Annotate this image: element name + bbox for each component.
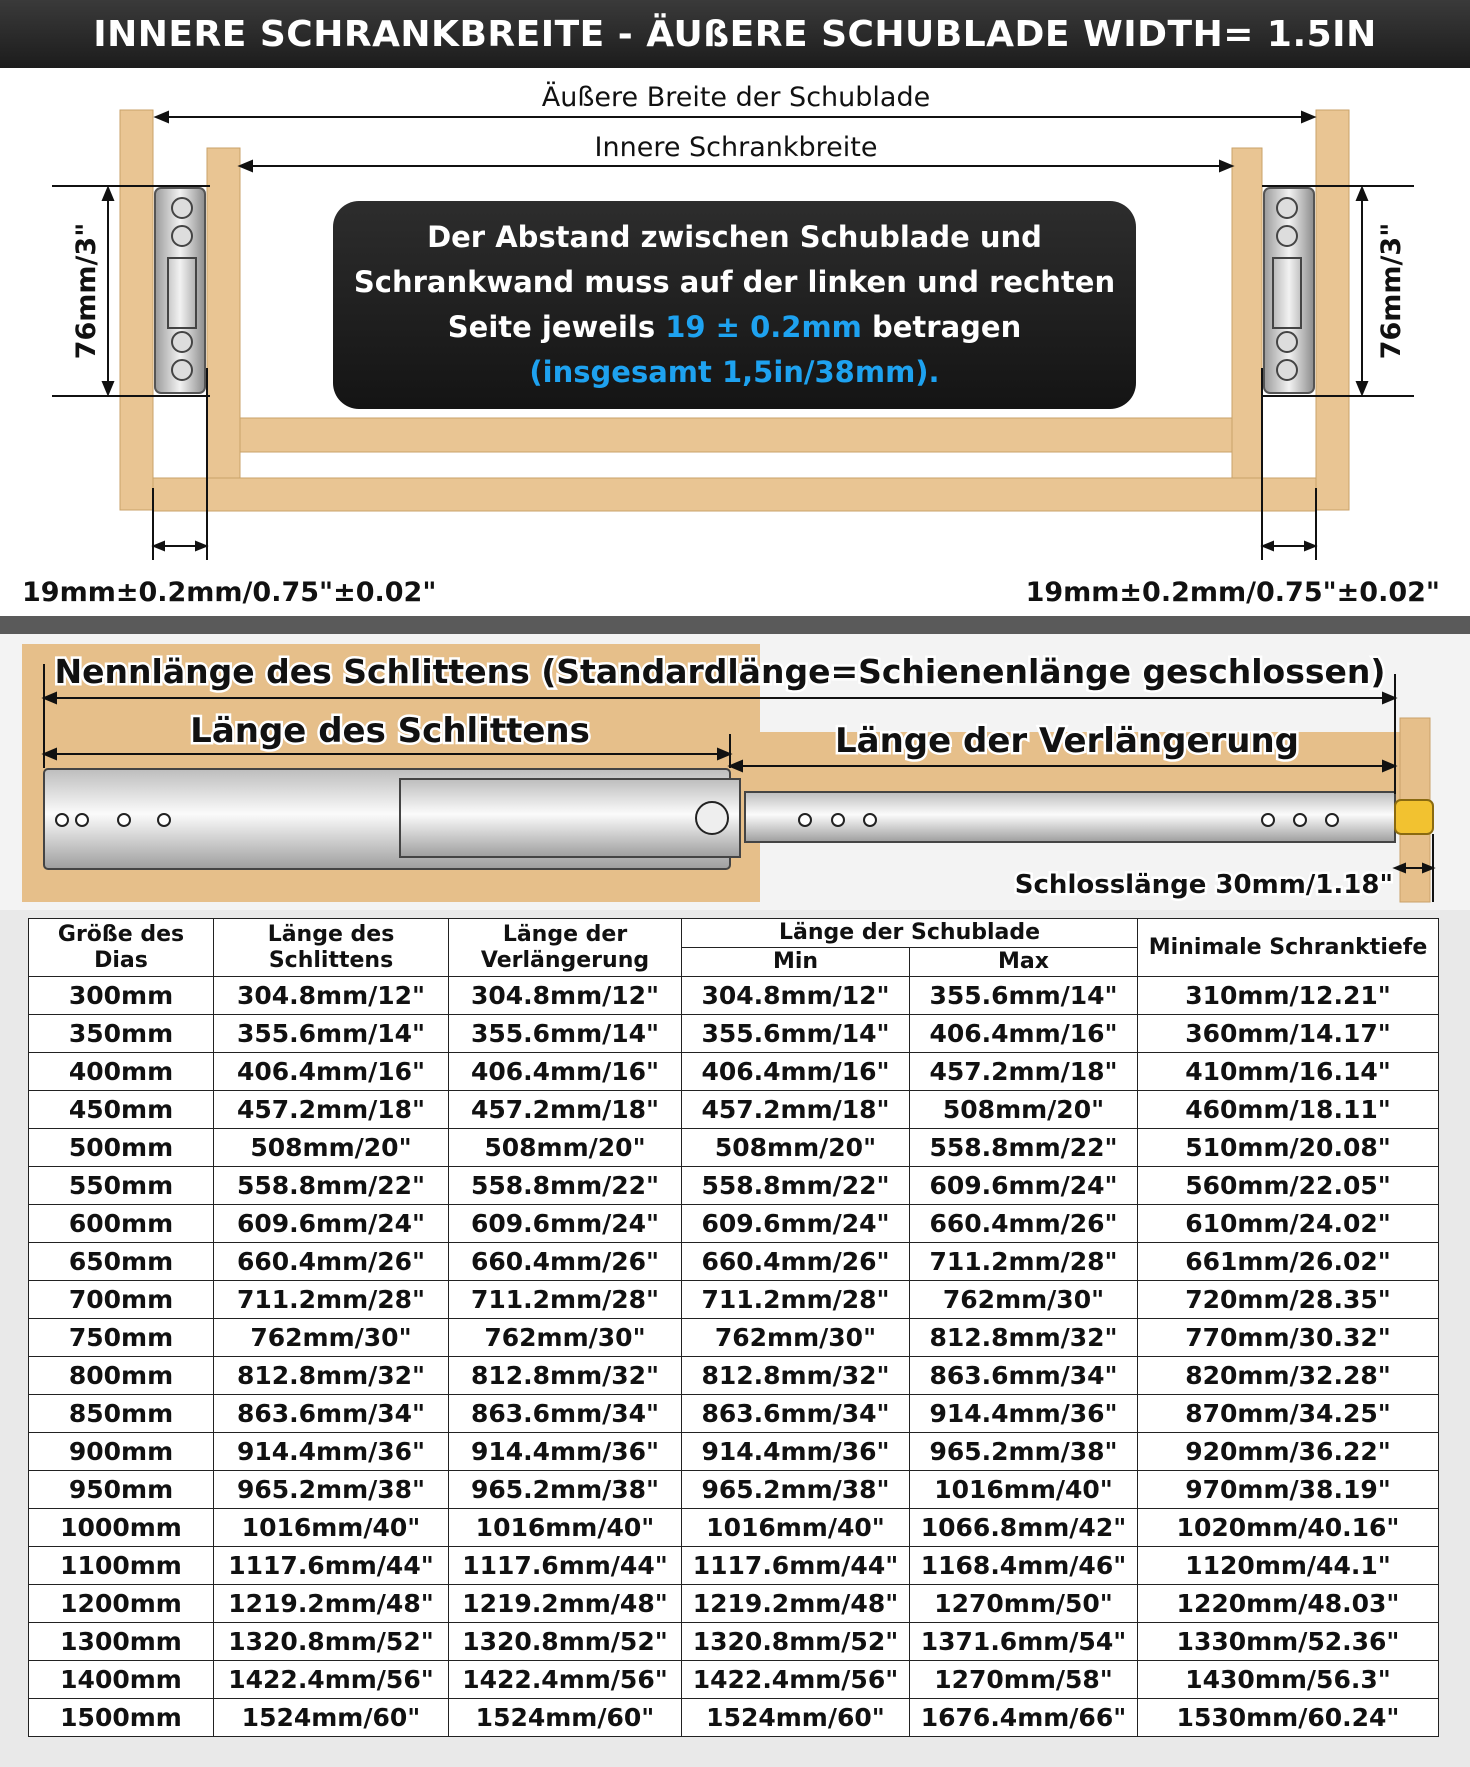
cell-drawer-min: 965.2mm/38": [682, 1471, 910, 1509]
cell-min-depth: 970mm/38.19": [1138, 1471, 1439, 1509]
lock-element: [1395, 800, 1433, 834]
cell-drawer-max: 1676.4mm/66": [910, 1699, 1138, 1737]
outer-width-label: Äußere Breite der Schublade: [541, 82, 931, 113]
cell-min-depth: 1530mm/60.24": [1138, 1699, 1439, 1737]
cell-size: 950mm: [29, 1471, 214, 1509]
info-line-2: Schrankwand muss auf der linken und rechten: [353, 265, 1116, 299]
cell-drawer-max: 1371.6mm/54": [910, 1623, 1138, 1661]
cell-extension: 558.8mm/22": [449, 1167, 682, 1205]
cell-extension: 355.6mm/14": [449, 1015, 682, 1053]
cell-drawer-max: 1016mm/40": [910, 1471, 1138, 1509]
cell-size: 850mm: [29, 1395, 214, 1433]
cell-size: 1200mm: [29, 1585, 214, 1623]
cell-drawer-max: 1168.4mm/46": [910, 1547, 1138, 1585]
cell-drawer-max: 355.6mm/14": [910, 977, 1138, 1015]
table-header-row: [29, 919, 1439, 948]
table-row: [29, 1319, 1439, 1357]
table-row: [29, 1433, 1439, 1471]
cell-slide-length: 762mm/30": [214, 1319, 449, 1357]
table-body: [29, 977, 1439, 1737]
rail-right: [1264, 188, 1314, 393]
cell-drawer-min: 914.4mm/36": [682, 1433, 910, 1471]
table-row: [29, 1699, 1439, 1737]
cell-slide-length: 1016mm/40": [214, 1509, 449, 1547]
cell-min-depth: 1120mm/44.1": [1138, 1547, 1439, 1585]
cell-drawer-max: 609.6mm/24": [910, 1167, 1138, 1205]
cell-size: 450mm: [29, 1091, 214, 1129]
cell-extension: 609.6mm/24": [449, 1205, 682, 1243]
cell-extension: 863.6mm/34": [449, 1395, 682, 1433]
cell-drawer-max: 660.4mm/26": [910, 1205, 1138, 1243]
cell-drawer-min: 812.8mm/32": [682, 1357, 910, 1395]
page-title: [0, 0, 1470, 68]
cell-drawer-max: 762mm/30": [910, 1281, 1138, 1319]
cell-min-depth: 410mm/16.14": [1138, 1053, 1439, 1091]
table-row: [29, 977, 1439, 1015]
cell-drawer-min: 406.4mm/16": [682, 1053, 910, 1091]
cell-slide-length: 1219.2mm/48": [214, 1585, 449, 1623]
cell-size: 350mm: [29, 1015, 214, 1053]
cell-size: 750mm: [29, 1319, 214, 1357]
release-lever-icon: [696, 802, 728, 834]
cell-min-depth: 1330mm/52.36": [1138, 1623, 1439, 1661]
cell-size: 1100mm: [29, 1547, 214, 1585]
cell-size: 300mm: [29, 977, 214, 1015]
table-row: [29, 1471, 1439, 1509]
cabinet-width-diagram: [0, 68, 1470, 616]
table-row: [29, 1623, 1439, 1661]
gap-info-box: [333, 201, 1136, 409]
extension-length-label: Länge der Verlängerung: [834, 721, 1300, 761]
cell-size: 1000mm: [29, 1509, 214, 1547]
page-title-text: INNERE SCHRANKBREITE - ÄUßERE SCHUBLADE WIDTH= 1.5IN: [93, 13, 1377, 55]
cell-extension: 660.4mm/26": [449, 1243, 682, 1281]
cell-drawer-min: 1117.6mm/44": [682, 1547, 910, 1585]
cell-drawer-min: 1016mm/40": [682, 1509, 910, 1547]
cell-drawer-max: 558.8mm/22": [910, 1129, 1138, 1167]
rail-left: [155, 188, 205, 393]
cell-extension: 1524mm/60": [449, 1699, 682, 1737]
info-line-3-start: Seite jeweils: [447, 310, 656, 344]
cell-min-depth: 460mm/18.11": [1138, 1091, 1439, 1129]
cell-slide-length: 558.8mm/22": [214, 1167, 449, 1205]
cell-extension: 304.8mm/12": [449, 977, 682, 1015]
cell-size: 1500mm: [29, 1699, 214, 1737]
slide-length-illustration: [0, 634, 1470, 910]
nominal-length-label: Nennlänge des Schlittens (Standardlänge=Schienenlänge geschlossen): [54, 652, 1386, 691]
cell-drawer-max: 914.4mm/36": [910, 1395, 1138, 1433]
table-row: [29, 1015, 1439, 1053]
cell-drawer-max: 508mm/20": [910, 1091, 1138, 1129]
info-line-3-end: betragen: [871, 310, 1022, 344]
table-row: [29, 1357, 1439, 1395]
cell-drawer-min: 355.6mm/14": [682, 1015, 910, 1053]
cell-size: 1400mm: [29, 1661, 214, 1699]
table-row: [29, 1509, 1439, 1547]
cell-slide-length: 1422.4mm/56": [214, 1661, 449, 1699]
cell-drawer-max: 457.2mm/18": [910, 1053, 1138, 1091]
cell-extension: 406.4mm/16": [449, 1053, 682, 1091]
table-row: [29, 1205, 1439, 1243]
cell-min-depth: 360mm/14.17": [1138, 1015, 1439, 1053]
cell-size: 500mm: [29, 1129, 214, 1167]
cell-slide-length: 711.2mm/28": [214, 1281, 449, 1319]
cell-min-depth: 720mm/28.35": [1138, 1281, 1439, 1319]
cell-min-depth: 661mm/26.02": [1138, 1243, 1439, 1281]
cell-drawer-max: 1270mm/50": [910, 1585, 1138, 1623]
cell-drawer-min: 558.8mm/22": [682, 1167, 910, 1205]
table-row: [29, 1167, 1439, 1205]
gap-label-right: 19mm±0.2mm/0.75"±0.02": [1025, 577, 1440, 608]
cell-extension: 812.8mm/32": [449, 1357, 682, 1395]
dimensions-table: [28, 918, 1439, 1737]
header-min: Min: [682, 948, 910, 977]
cell-size: 700mm: [29, 1281, 214, 1319]
cell-extension: 457.2mm/18": [449, 1091, 682, 1129]
table-row: [29, 1395, 1439, 1433]
cell-min-depth: 870mm/34.25": [1138, 1395, 1439, 1433]
cell-drawer-min: 508mm/20": [682, 1129, 910, 1167]
cell-min-depth: 770mm/30.32": [1138, 1319, 1439, 1357]
cell-drawer-min: 711.2mm/28": [682, 1281, 910, 1319]
cell-drawer-min: 660.4mm/26": [682, 1243, 910, 1281]
cell-min-depth: 610mm/24.02": [1138, 1205, 1439, 1243]
cell-size: 600mm: [29, 1205, 214, 1243]
cell-extension: 1117.6mm/44": [449, 1547, 682, 1585]
cell-extension: 762mm/30": [449, 1319, 682, 1357]
cell-slide-length: 1524mm/60": [214, 1699, 449, 1737]
cell-slide-length: 863.6mm/34": [214, 1395, 449, 1433]
drawer-side-left: [207, 148, 240, 481]
header-drawer-length: Länge der Schublade: [682, 919, 1138, 948]
cell-drawer-max: 863.6mm/34": [910, 1357, 1138, 1395]
table-row: [29, 1281, 1439, 1319]
cell-drawer-max: 406.4mm/16": [910, 1015, 1138, 1053]
header-size: Größe des Dias: [29, 919, 214, 977]
cell-min-depth: 510mm/20.08": [1138, 1129, 1439, 1167]
info-line-4: (insgesamt 1,5in/38mm).: [529, 355, 940, 389]
cell-min-depth: 310mm/12.21": [1138, 977, 1439, 1015]
lock-length-label: Schlosslänge 30mm/1.18": [1014, 870, 1393, 900]
table-row: [29, 1243, 1439, 1281]
height-label-right: 76mm/3": [1376, 222, 1407, 360]
header-max: Max: [910, 948, 1138, 977]
slide-length-label: Länge des Schlittens: [190, 711, 590, 751]
table-row: [29, 1585, 1439, 1623]
cell-drawer-min: 762mm/30": [682, 1319, 910, 1357]
cell-drawer-max: 1066.8mm/42": [910, 1509, 1138, 1547]
cell-extension: 1219.2mm/48": [449, 1585, 682, 1623]
cell-extension: 914.4mm/36": [449, 1433, 682, 1471]
cell-slide-length: 508mm/20": [214, 1129, 449, 1167]
cell-extension: 965.2mm/38": [449, 1471, 682, 1509]
cell-drawer-min: 304.8mm/12": [682, 977, 910, 1015]
cell-min-depth: 1220mm/48.03": [1138, 1585, 1439, 1623]
header-extension: Länge der Verlängerung: [449, 919, 682, 977]
cell-extension: 1016mm/40": [449, 1509, 682, 1547]
cell-drawer-max: 965.2mm/38": [910, 1433, 1138, 1471]
header-slide-length: Länge des Schlittens: [214, 919, 449, 977]
cabinet-bottom: [153, 478, 1316, 511]
cell-slide-length: 304.8mm/12": [214, 977, 449, 1015]
cell-drawer-min: 1422.4mm/56": [682, 1661, 910, 1699]
table-row: [29, 1091, 1439, 1129]
cell-slide-length: 914.4mm/36": [214, 1433, 449, 1471]
cell-drawer-max: 711.2mm/28": [910, 1243, 1138, 1281]
cabinet-wall-right: [1316, 110, 1349, 510]
table-row: [29, 1129, 1439, 1167]
cell-drawer-max: 1270mm/58": [910, 1661, 1138, 1699]
cell-size: 650mm: [29, 1243, 214, 1281]
cell-size: 800mm: [29, 1357, 214, 1395]
cell-min-depth: 560mm/22.05": [1138, 1167, 1439, 1205]
info-line-3: [333, 305, 1136, 350]
tolerance-highlight: 19 ± 0.2mm: [665, 310, 862, 344]
cell-drawer-min: 1320.8mm/52": [682, 1623, 910, 1661]
drawer-bottom: [240, 418, 1232, 452]
cell-extension: 508mm/20": [449, 1129, 682, 1167]
cell-size: 400mm: [29, 1053, 214, 1091]
cell-size: 900mm: [29, 1433, 214, 1471]
cell-slide-length: 609.6mm/24": [214, 1205, 449, 1243]
cell-drawer-min: 863.6mm/34": [682, 1395, 910, 1433]
section-divider: [0, 616, 1470, 634]
height-label-left: 76mm/3": [71, 222, 102, 360]
cell-drawer-max: 812.8mm/32": [910, 1319, 1138, 1357]
gap-label-left: 19mm±0.2mm/0.75"±0.02": [22, 577, 437, 608]
table-row: [29, 1547, 1439, 1585]
cell-slide-length: 1117.6mm/44": [214, 1547, 449, 1585]
cell-size: 550mm: [29, 1167, 214, 1205]
table-row: [29, 1053, 1439, 1091]
cabinet-wall-left: [120, 110, 153, 510]
cell-min-depth: 920mm/36.22": [1138, 1433, 1439, 1471]
cell-slide-length: 660.4mm/26": [214, 1243, 449, 1281]
cell-slide-length: 406.4mm/16": [214, 1053, 449, 1091]
cell-slide-length: 355.6mm/14": [214, 1015, 449, 1053]
cell-min-depth: 1430mm/56.3": [1138, 1661, 1439, 1699]
cell-min-depth: 820mm/32.28": [1138, 1357, 1439, 1395]
cell-slide-length: 965.2mm/38": [214, 1471, 449, 1509]
header-min-depth: Minimale Schranktiefe: [1138, 919, 1439, 977]
cell-slide-length: 457.2mm/18": [214, 1091, 449, 1129]
inner-width-label: Innere Schrankbreite: [594, 132, 878, 163]
cell-drawer-min: 1524mm/60": [682, 1699, 910, 1737]
cell-drawer-min: 1219.2mm/48": [682, 1585, 910, 1623]
cell-min-depth: 1020mm/40.16": [1138, 1509, 1439, 1547]
cell-slide-length: 812.8mm/32": [214, 1357, 449, 1395]
cell-extension: 1422.4mm/56": [449, 1661, 682, 1699]
cell-size: 1300mm: [29, 1623, 214, 1661]
slide-length-diagram: [0, 634, 1470, 910]
cell-slide-length: 1320.8mm/52": [214, 1623, 449, 1661]
cell-drawer-min: 609.6mm/24": [682, 1205, 910, 1243]
table-row: [29, 1661, 1439, 1699]
drawer-side-right: [1232, 148, 1262, 481]
dimensions-table-section: [0, 910, 1470, 1767]
slide-middle-member: [400, 779, 740, 857]
cell-drawer-min: 457.2mm/18": [682, 1091, 910, 1129]
cell-extension: 1320.8mm/52": [449, 1623, 682, 1661]
cell-extension: 711.2mm/28": [449, 1281, 682, 1319]
info-line-1: Der Abstand zwischen Schublade und: [427, 220, 1042, 254]
